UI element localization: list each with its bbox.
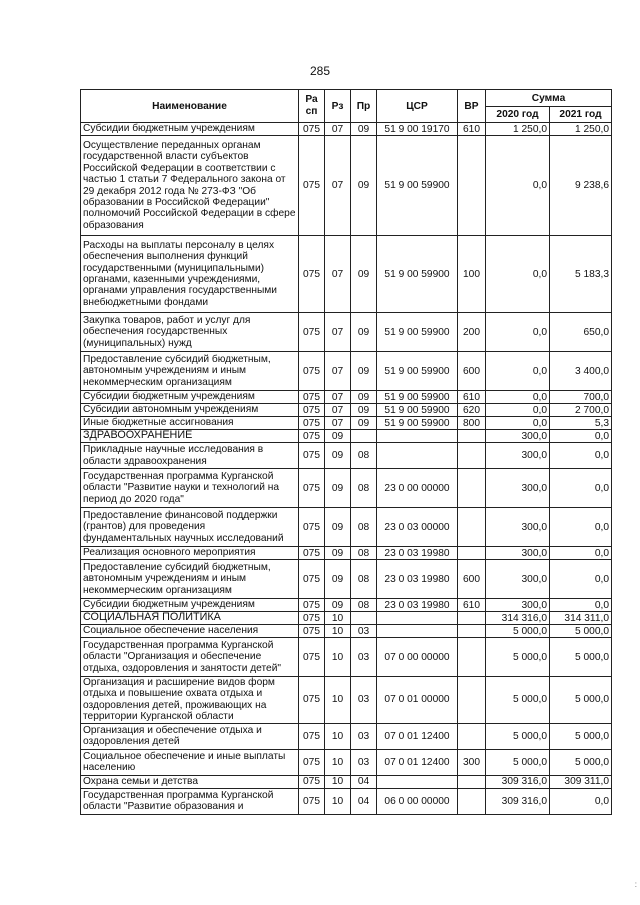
row-csr: 51 9 00 19170 [377,123,458,136]
row-rz: 09 [325,430,351,443]
row-2020: 300,0 [486,599,550,612]
table-row [81,788,612,814]
row-2020: 309 316,0 [486,775,550,788]
row-vr [458,547,486,560]
corner-mark: : [634,880,637,889]
row-rz: 09 [325,469,351,508]
row-csr: 51 9 00 59900 [377,236,458,313]
header-csr: ЦСР [377,90,458,123]
row-csr: 07 0 01 12400 [377,749,458,775]
row-2020: 300,0 [486,469,550,508]
row-name: Организация и расширение видов форм отдыха и повышение охвата отдыха и оздоровления детей, проживающих на территории Курганской области [81,677,299,724]
row-pr: 09 [351,123,377,136]
row-vr [458,430,486,443]
row-pr: 03 [351,625,377,638]
row-rasp: 075 [299,352,325,391]
row-csr [377,612,458,625]
page-number: 285 [309,64,331,78]
row-rasp: 075 [299,391,325,404]
row-2020: 0,0 [486,352,550,391]
row-2020: 0,0 [486,404,550,417]
row-2020: 300,0 [486,508,550,547]
header-2020: 2020 год [486,107,550,123]
header-vr: ВР [458,90,486,123]
row-2020: 300,0 [486,560,550,599]
row-vr [458,625,486,638]
table-row [81,469,612,508]
header-2021: 2021 год [550,107,612,123]
row-rasp: 075 [299,723,325,749]
row-csr [377,775,458,788]
row-2021: 5 000,0 [550,749,612,775]
row-csr: 07 0 00 00000 [377,638,458,677]
row-2020: 0,0 [486,417,550,430]
table-row [81,547,612,560]
table-row [81,749,612,775]
row-pr: 08 [351,443,377,469]
row-pr: 03 [351,749,377,775]
row-rz: 07 [325,352,351,391]
table-row [81,236,612,313]
row-2021: 3 400,0 [550,352,612,391]
row-2021: 0,0 [550,430,612,443]
row-pr: 08 [351,560,377,599]
row-rz: 10 [325,638,351,677]
row-rz: 07 [325,123,351,136]
row-pr: 09 [351,236,377,313]
row-2020: 314 316,0 [486,612,550,625]
table-row [81,352,612,391]
row-pr: 09 [351,313,377,352]
row-name: Социальное обеспечение населения [81,625,299,638]
row-pr: 04 [351,788,377,814]
row-name: Субсидии бюджетным учреждениям [81,123,299,136]
row-name: Реализация основного мероприятия [81,547,299,560]
row-vr: 600 [458,352,486,391]
row-pr: 08 [351,508,377,547]
table-row [81,508,612,547]
row-name: Предоставление субсидий бюджетным, автономным учреждениям и иным некоммерческим организациям [81,560,299,599]
row-name: Предоставление субсидий бюджетным, автономным учреждениям и иным некоммерческим организациям [81,352,299,391]
row-2020: 309 316,0 [486,788,550,814]
row-rasp: 075 [299,123,325,136]
row-vr: 200 [458,313,486,352]
row-vr [458,469,486,508]
row-pr [351,612,377,625]
row-pr: 03 [351,638,377,677]
table-body [81,123,612,815]
row-2021: 0,0 [550,599,612,612]
row-rz: 07 [325,404,351,417]
row-name: Государственная программа Курганской области "Развитие образования и [81,788,299,814]
row-rz: 10 [325,788,351,814]
row-2020: 300,0 [486,547,550,560]
row-rasp: 075 [299,469,325,508]
row-rasp: 075 [299,677,325,724]
row-pr: 09 [351,352,377,391]
row-2021: 700,0 [550,391,612,404]
row-2021: 0,0 [550,508,612,547]
table-row [81,612,612,625]
row-name: Субсидии бюджетным учреждениям [81,391,299,404]
row-2021: 1 250,0 [550,123,612,136]
row-name: Организация и обеспечение отдыха и оздоровления детей [81,723,299,749]
row-2021: 0,0 [550,788,612,814]
row-2021: 0,0 [550,560,612,599]
row-vr: 300 [458,749,486,775]
table-row [81,638,612,677]
row-csr: 51 9 00 59900 [377,136,458,236]
row-2021: 2 700,0 [550,404,612,417]
row-csr: 23 0 03 19980 [377,560,458,599]
row-vr [458,723,486,749]
row-rasp: 075 [299,560,325,599]
table-row [81,391,612,404]
row-rasp: 075 [299,788,325,814]
row-vr [458,788,486,814]
row-csr: 51 9 00 59900 [377,417,458,430]
row-pr: 08 [351,469,377,508]
row-2021: 5 000,0 [550,638,612,677]
row-vr [458,443,486,469]
row-2021: 5 000,0 [550,625,612,638]
table-row [81,404,612,417]
row-rz: 10 [325,723,351,749]
row-2020: 5 000,0 [486,677,550,724]
header-name: Наименование [81,90,299,123]
row-2021: 650,0 [550,313,612,352]
table-row [81,775,612,788]
row-name: Закупка товаров, работ и услуг для обеспечения государственных (муниципальных) нужд [81,313,299,352]
row-rasp: 075 [299,443,325,469]
row-rasp: 075 [299,136,325,236]
row-csr: 23 0 03 00000 [377,508,458,547]
table-row [81,625,612,638]
row-vr [458,775,486,788]
row-rasp: 075 [299,236,325,313]
row-csr: 23 0 03 19980 [377,547,458,560]
row-rz: 10 [325,749,351,775]
row-vr: 610 [458,123,486,136]
table-row [81,677,612,724]
row-2020: 1 250,0 [486,123,550,136]
row-rasp: 075 [299,313,325,352]
row-pr: 03 [351,723,377,749]
row-rz: 09 [325,547,351,560]
row-rasp: 075 [299,625,325,638]
table-row [81,136,612,236]
row-rz: 07 [325,313,351,352]
row-rz: 07 [325,136,351,236]
budget-table [80,89,612,815]
row-rz: 07 [325,391,351,404]
header-pr: Пр [351,90,377,123]
row-pr: 08 [351,547,377,560]
row-csr [377,625,458,638]
row-rz: 07 [325,417,351,430]
header-rz: Рз [325,90,351,123]
row-pr: 09 [351,417,377,430]
row-2021: 5 000,0 [550,677,612,724]
row-rz: 10 [325,775,351,788]
row-csr: 23 0 03 19980 [377,599,458,612]
row-vr [458,638,486,677]
row-csr: 51 9 00 59900 [377,313,458,352]
row-csr: 51 9 00 59900 [377,352,458,391]
row-vr: 610 [458,391,486,404]
row-name: Государственная программа Курганской области "Организация и обеспечение отдыха, оздоровления и занятости детей" [81,638,299,677]
header-sum: Сумма [486,90,612,107]
row-rasp: 075 [299,404,325,417]
row-name: Субсидии бюджетным учреждениям [81,599,299,612]
row-vr: 600 [458,560,486,599]
row-2021: 9 238,6 [550,136,612,236]
table-row [81,430,612,443]
row-name: Социальное обеспечение и иные выплаты населению [81,749,299,775]
row-pr [351,430,377,443]
row-vr [458,136,486,236]
row-2021: 0,0 [550,443,612,469]
row-name: Расходы на выплаты персоналу в целях обеспечения выполнения функций государственными (муниципальными) органами, казенными учреждениями, органами управления государственными внебюджетными фондами [81,236,299,313]
row-2021: 314 311,0 [550,612,612,625]
row-rz: 10 [325,612,351,625]
row-2020: 5 000,0 [486,723,550,749]
row-rasp: 075 [299,417,325,430]
row-2020: 0,0 [486,136,550,236]
header-rasp: Ра сп [299,90,325,123]
row-name: Осуществление переданных органам государственной власти субъектов Российской Федерации в соответствии с частью 1 статьи 7 Федерального закона от 29 декабря 2012 года № 273-ФЗ "Об образовании в Российской Федерации" полномочий Российской Федерации в сфере образования [81,136,299,236]
row-rz: 10 [325,625,351,638]
row-pr: 08 [351,599,377,612]
row-vr [458,612,486,625]
row-vr [458,508,486,547]
row-pr: 03 [351,677,377,724]
row-csr: 51 9 00 59900 [377,404,458,417]
row-csr [377,443,458,469]
row-pr: 09 [351,404,377,417]
row-name: Иные бюджетные ассигнования [81,417,299,430]
row-name: Охрана семьи и детства [81,775,299,788]
row-rz: 09 [325,443,351,469]
row-rasp: 075 [299,612,325,625]
row-name: СОЦИАЛЬНАЯ ПОЛИТИКА [81,612,299,625]
row-rz: 09 [325,599,351,612]
row-2020: 0,0 [486,236,550,313]
table-row [81,123,612,136]
table-row [81,443,612,469]
row-csr: 07 0 01 00000 [377,677,458,724]
table-row [81,599,612,612]
table-row [81,560,612,599]
row-2021: 5 183,3 [550,236,612,313]
row-pr: 09 [351,391,377,404]
row-csr: 51 9 00 59900 [377,391,458,404]
row-2021: 5,3 [550,417,612,430]
row-vr [458,677,486,724]
row-2021: 0,0 [550,547,612,560]
row-2020: 300,0 [486,430,550,443]
row-csr: 06 0 00 00000 [377,788,458,814]
row-rz: 10 [325,677,351,724]
row-rasp: 075 [299,547,325,560]
row-rasp: 075 [299,749,325,775]
table-row [81,417,612,430]
row-vr: 100 [458,236,486,313]
row-vr: 800 [458,417,486,430]
row-pr: 09 [351,136,377,236]
row-rasp: 075 [299,430,325,443]
row-2021: 0,0 [550,469,612,508]
row-2020: 0,0 [486,391,550,404]
row-rz: 09 [325,560,351,599]
row-csr: 23 0 00 00000 [377,469,458,508]
row-rasp: 075 [299,508,325,547]
row-2020: 5 000,0 [486,625,550,638]
row-2020: 5 000,0 [486,638,550,677]
row-rz: 09 [325,508,351,547]
row-vr: 620 [458,404,486,417]
row-2020: 300,0 [486,443,550,469]
row-rasp: 075 [299,599,325,612]
row-rz: 07 [325,236,351,313]
row-name: Предоставление финансовой поддержки (грантов) для проведения фундаментальных научных исследований [81,508,299,547]
row-name: Субсидии автономным учреждениям [81,404,299,417]
row-name: Государственная программа Курганской области "Развитие науки и технологий на период до 2020 года" [81,469,299,508]
row-pr: 04 [351,775,377,788]
row-2021: 309 311,0 [550,775,612,788]
row-csr [377,430,458,443]
row-2020: 5 000,0 [486,749,550,775]
row-2021: 5 000,0 [550,723,612,749]
row-name: ЗДРАВООХРАНЕНИЕ [81,430,299,443]
row-rasp: 075 [299,638,325,677]
row-csr: 07 0 01 12400 [377,723,458,749]
row-2020: 0,0 [486,313,550,352]
table-row [81,313,612,352]
row-rasp: 075 [299,775,325,788]
table-row [81,723,612,749]
row-name: Прикладные научные исследования в области здравоохранения [81,443,299,469]
row-vr: 610 [458,599,486,612]
